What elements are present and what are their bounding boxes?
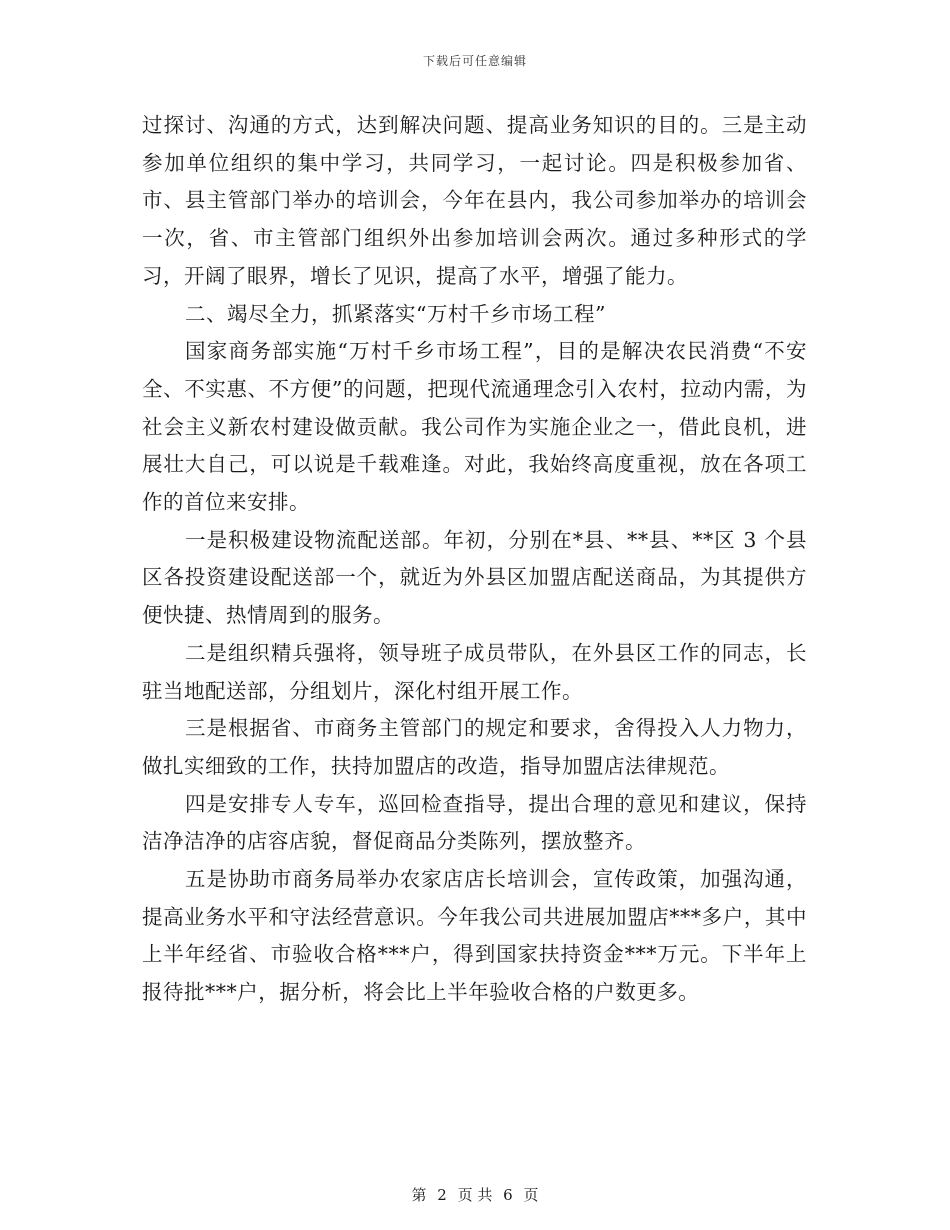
paragraph-item-1: 一是积极建设物流配送部。年初，分别在*县、**县、**区 3 个县区各投资建设配送部一个，就近为外县区加盟店配送商品，为其提供方便快捷、热情周到的服务。 (142, 527, 807, 628)
paragraph-item-5: 五是协助市商务局举办农家店店长培训会，宣传政策，加强沟通，提高业务水平和守法经营意识。今年我公司共进展加盟店***多户，其中上半年经省、市验收合格***户，得到国家扶持资金***万元。下半年上报待批***户，据分析，将会比上半年验收合格的户数更多。 (142, 867, 807, 1005)
page-footer (0, 1184, 950, 1205)
document-body (142, 107, 807, 1012)
paragraph-continuation: 过探讨、沟通的方式，达到解决问题、提高业务知识的目的。三是主动参加单位组织的集中学习，共同学习，一起讨论。四是积极参加省、市、县主管部门举办的培训会，今年在县内，我公司参加举办的培训会一次，省、市主管部门组织外出参加培训会两次。通过多种形式的学习，开阔了眼界，增长了见识，提高了水平，增强了能力。 (142, 113, 807, 288)
paragraph-item-4: 四是安排专人专车，巡回检查指导，提出合理的意见和建议，保持洁净洁净的店容店貌，督促商品分类陈列，摆放整齐。 (142, 791, 807, 854)
footer-prefix: 第 (411, 1186, 427, 1204)
footer-suffix: 页 (523, 1186, 539, 1204)
paragraph-item-2: 二是组织精兵强将，领导班子成员带队，在外县区工作的同志，长驻当地配送部，分组划片，深化村组开展工作。 (142, 640, 807, 703)
paragraph-intro: 国家商务部实施“万村千乡市场工程”，目的是解决农民消费“不安全、不实惠、不方便”的问题，把现代流通理念引入农村，拉动内需，为社会主义新农村建设做贡献。我公司作为实施企业之一，借此良机，进展壮大自己，可以说是千载难逢。对此，我始终高度重视，放在各项工作的首位来安排。 (142, 339, 807, 515)
paragraph-item-3: 三是根据省、市商务主管部门的规定和要求，舍得投入人力物力，做扎实细致的工作，扶持加盟店的改造，指导加盟店法律规范。 (142, 716, 807, 778)
header-note: 下载后可任意编辑 (422, 54, 527, 68)
footer-total-pages: 6 (503, 1186, 513, 1204)
section-heading: 二、竭尽全力，抓紧落实“万村千乡市场工程” (185, 301, 607, 326)
footer-middle: 页 共 (457, 1186, 493, 1204)
footer-current-page: 2 (437, 1186, 447, 1204)
